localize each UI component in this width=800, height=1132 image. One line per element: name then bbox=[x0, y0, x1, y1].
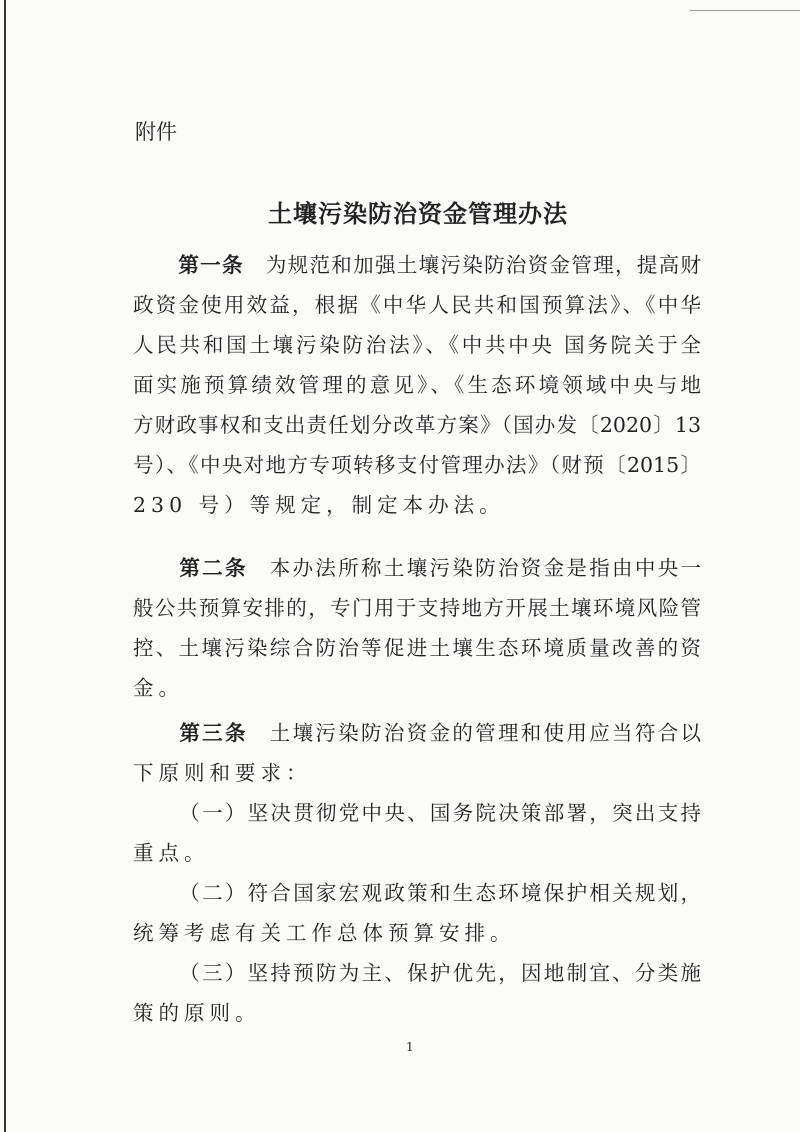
scan-mark bbox=[690, 10, 800, 11]
article-heading: 第三条 bbox=[177, 721, 248, 745]
article-1-line: 号）、《中央对地方专项转移支付管理办法》（财预〔2015〕 bbox=[133, 453, 701, 477]
item-1-line: （一）坚决贯彻党中央、国务院决策部署，突出支持 bbox=[177, 801, 701, 825]
article-2-line: 控、土壤污染综合防治等促进土壤生态环境质量改善的资 bbox=[133, 636, 701, 660]
article-1-line: 230 号）等规定，制定本办法。 bbox=[133, 493, 505, 517]
article-1-line: 政资金使用效益，根据《中华人民共和国预算法》、《中华 bbox=[133, 293, 701, 317]
article-1-line: 第一条 为规范和加强土壤污染防治资金管理，提高财 bbox=[177, 253, 702, 277]
article-heading: 第一条 bbox=[177, 253, 244, 277]
item-1-line: 重点。 bbox=[133, 841, 210, 865]
item-2-line: 统筹考虑有关工作总体预算安排。 bbox=[133, 921, 516, 945]
article-heading: 第二条 bbox=[177, 556, 248, 580]
article-2-line: 第二条 本办法所称土壤污染防治资金是指由中央一 bbox=[177, 556, 702, 580]
article-1-line: 方财政事权和支出责任划分改革方案》（国办发〔2020〕13 bbox=[133, 413, 701, 437]
document-title: 土壤污染防治资金管理办法 bbox=[268, 199, 568, 228]
article-1-line: 人民共和国土壤污染防治法》、《中共中央 国务院关于全 bbox=[133, 333, 701, 357]
article-1-line: 面实施预算绩效管理的意见》、《生态环境领域中央与地 bbox=[133, 373, 701, 397]
scan-edge bbox=[4, 0, 6, 1132]
item-2-line: （二）符合国家宏观政策和生态环境保护相关规划， bbox=[177, 881, 701, 905]
attachment-label: 附件 bbox=[135, 120, 177, 144]
item-3-line: 策的原则。 bbox=[133, 1001, 261, 1025]
article-2-line: 般公共预算安排的，专门用于支持地方开展土壤环境风险管 bbox=[133, 596, 701, 620]
article-3-line: 第三条 土壤污染防治资金的管理和使用应当符合以 bbox=[177, 721, 702, 745]
page-number: 1 bbox=[406, 1040, 414, 1054]
article-3-line: 下原则和要求： bbox=[133, 761, 312, 785]
item-3-line: （三）坚持预防为主、保护优先，因地制宜、分类施 bbox=[177, 961, 701, 985]
article-2-line: 金。 bbox=[133, 676, 184, 700]
